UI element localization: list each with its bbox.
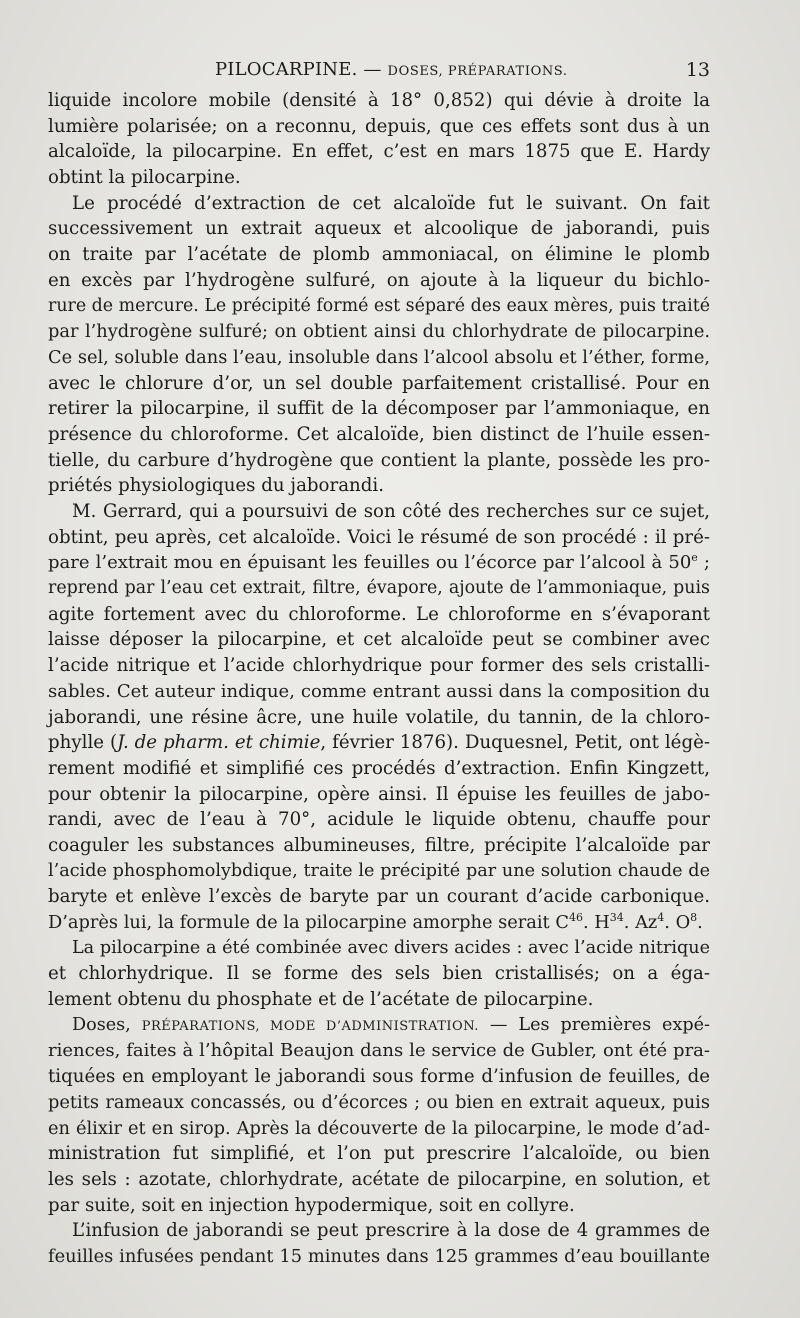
text-line: ministration fut simplifié, et l’on put prescrire l’alcaloïde, ou bien <box>48 1143 710 1165</box>
page-header <box>48 55 710 85</box>
text-line: laisse déposer la pilocarpine, et cet alcaloïde peut se combiner avec <box>48 629 710 651</box>
text-line: rement modifié et simplifié ces procédés d’extraction. Enfin Kingzett, <box>48 757 710 779</box>
text-line: tiquées en employant le jaborandi sous forme d’infusion de feuilles, de <box>48 1066 710 1088</box>
text-line: jaborandi, une résine âcre, une huile volatile, du tannin, de la chloro- <box>48 706 710 728</box>
text-line: reprend par l’eau cet extrait, filtre, évapore, ajoute de l’ammoniaque, puis <box>48 578 710 599</box>
text-line: baryte et enlève l’excès de baryte par un courant d’acide carbonique. <box>48 886 710 908</box>
text-line: pour obtenir la pilocarpine, opère ainsi. Il épuise les feuilles de jabo- <box>48 783 710 805</box>
text-line: obtint la pilocarpine. <box>48 167 241 189</box>
superscript: 34 <box>609 911 624 925</box>
text-line: retirer la pilocarpine, il suffit de la décomposer par l’ammoniaque, en <box>48 398 710 420</box>
text-run: . H <box>582 912 610 933</box>
text-line: l’acide nitrique et l’acide chlorhydrique pour former des sels cristalli- <box>48 655 710 677</box>
text-line: lumière polarisée; on a reconnu, depuis, que ces effets sont dus à un <box>48 115 710 137</box>
text-run: . O <box>664 912 691 933</box>
text-line: liquide incolore mobile (densité à 18° 0,852) qui dévie à droite la <box>48 90 710 111</box>
running-title <box>215 55 568 87</box>
section-heading-small: PRÉPARATIONS, MODE D’ADMINISTRATION. <box>141 1018 479 1034</box>
superscript: 46 <box>568 911 583 925</box>
running-title-small: DOSES, PRÉPARATIONS. <box>387 64 568 79</box>
running-title-main: PILOCARPINE. — <box>215 59 388 80</box>
text-line: rure de mercure. Le précipité formé est séparé des eaux mères, puis traité <box>48 295 710 316</box>
text-run: ; <box>697 552 710 574</box>
text-run: . Az <box>623 912 658 933</box>
text-line: présence du chloroforme. Cet alcaloïde, bien distinct de l’huile essen- <box>48 423 710 445</box>
text-line <box>48 730 710 756</box>
text-line: par l’hydrogène sulfuré; on obtient ainsi du chlorhydrate de pilocarpine. <box>48 321 710 343</box>
text-line: petits rameaux concassés, ou d’écorces ; ou bien en extrait aqueux, puis <box>48 1091 710 1113</box>
text-line: on traite par l’acétate de plomb ammoniacal, on élimine le plomb <box>48 244 710 266</box>
text-line: coaguler les substances albumineuses, filtre, précipite l’alcaloïde par <box>48 834 710 856</box>
text-line <box>48 550 710 576</box>
body-text <box>48 88 710 1270</box>
text-line: tielle, du carbure d’hydrogène que contient la plante, possède les pro- <box>48 449 710 471</box>
text-line: obtint, peu après, cet alcaloïde. Voici le résumé de son procédé : il pré- <box>48 526 710 548</box>
text-line: lement obtenu du phosphate et de l’acétate de pilocarpine. <box>48 989 594 1011</box>
text-line: L’infusion de jaborandi se peut prescrire à la dose de 4 grammes de <box>72 1220 710 1242</box>
section-heading: Doses, <box>72 1014 142 1035</box>
text-line: l’acide phosphomolybdique, traite le précipité par une solution chaude de <box>48 860 710 881</box>
text-line: avec le chlorure d’or, un sel double parfaitement cristallisé. Pour en <box>48 372 710 394</box>
text-line: Le procédé d’extraction de cet alcaloïde fut le suivant. On fait <box>72 192 710 214</box>
text-run: , février 1876). Duquesnel, Petit, ont légè- <box>320 732 710 754</box>
text-line: randi, avec de l’eau à 70°, acidule le liquide obtenu, chauffe pour <box>48 809 710 831</box>
text-line <box>48 1013 710 1039</box>
text-line: feuilles infusées pendant 15 minutes dans 125 grammes d’eau bouillante <box>48 1245 710 1267</box>
page-number: 13 <box>685 59 710 81</box>
text-line: et chlorhydrique. Il se forme des sels bien cristallisés; on a éga- <box>48 963 710 985</box>
text-line: priétés physiologiques du jaborandi. <box>48 475 384 497</box>
text-run: phylle ( <box>48 732 118 754</box>
text-run: . <box>697 912 703 933</box>
superscript: 4 <box>657 911 665 925</box>
text-line: alcaloïde, la pilocarpine. En effet, c’est en mars 1875 que E. Hardy <box>48 141 710 163</box>
text-line: agite fortement avec du chloroforme. Le chloroforme en s’évaporant <box>48 603 710 625</box>
text-line: M. Gerrard, qui a poursuivi de son côté des recherches sur ce sujet, <box>72 501 710 522</box>
text-line: riences, faites à l’hôpital Beaujon dans le service de Gubler, ont été pra- <box>48 1040 710 1062</box>
text-run: — Les premières expé- <box>478 1014 710 1035</box>
text-line: les sels : azotate, chlorhydrate, acétate de pilocarpine, en solution, et <box>48 1168 710 1190</box>
text-line: en excès par l’hydrogène sulfuré, on ajoute à la liqueur du bichlo- <box>48 269 710 291</box>
text-line: Ce sel, soluble dans l’eau, insoluble dans l’alcool absolu et l’éther, forme, <box>48 346 710 368</box>
text-line: successivement un extrait aqueux et alcoolique de jaborandi, puis <box>48 218 710 240</box>
superscript: e <box>691 551 698 565</box>
text-line: sables. Cet auteur indique, comme entrant aussi dans la composition du <box>48 680 710 702</box>
text-run: D’après lui, la formule de la pilocarpine amorphe serait C <box>48 912 569 933</box>
superscript: 8 <box>690 911 698 925</box>
text-line <box>48 910 710 936</box>
text-run: pare l’extrait mou en épuisant les feuilles ou l’écorce par l’alcool à 50 <box>48 552 692 574</box>
text-line: par suite, soit en injection hypodermique, soit en collyre. <box>48 1194 575 1216</box>
text-line: La pilocarpine a été combinée avec divers acides : avec l’acide nitrique <box>72 937 710 958</box>
text-line: en élixir et en sirop. Après la découverte de la pilocarpine, le mode d’ad- <box>48 1117 710 1139</box>
journal-title: J. de pharm. et chimie <box>117 732 321 754</box>
